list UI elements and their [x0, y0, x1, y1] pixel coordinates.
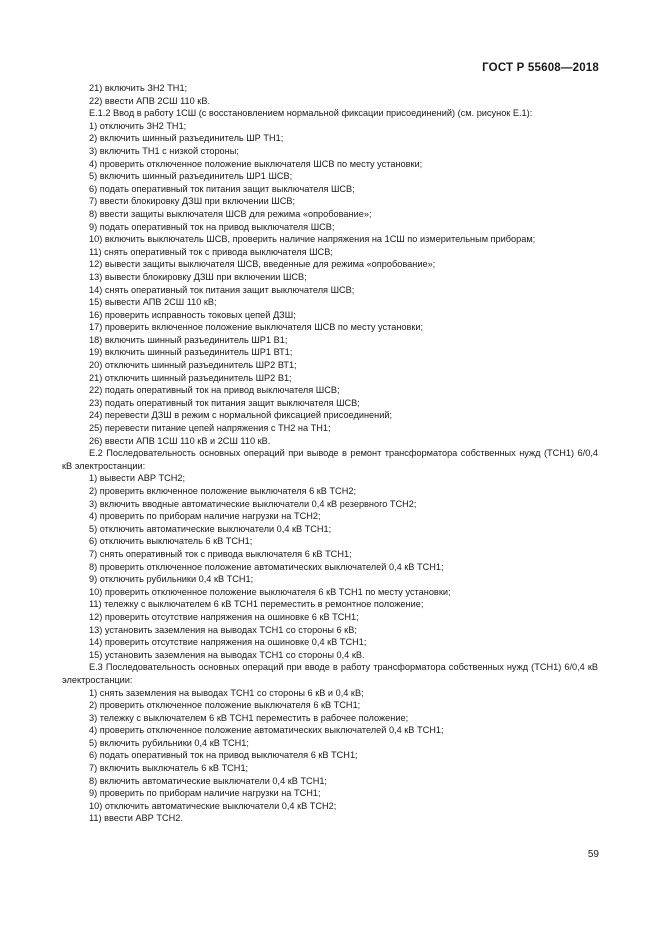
list-item: 10) отключить автоматические выключатели 0,4 кВ ТСН2;	[89, 800, 337, 811]
list-item: 6) отключить выключатель 6 кВ ТСН1;	[89, 536, 253, 547]
list-item: 13) вывести блокировку ДЗШ при включении ШСВ;	[89, 271, 307, 282]
list-item: 3) включить вводные автоматические выключатели 0,4 кВ резервного ТСН2;	[89, 498, 417, 509]
list-item: 22) подать оперативный ток на привод выключателя ШСВ;	[89, 385, 340, 396]
document-body	[62, 82, 598, 825]
list-item: 7) включить выключатель 6 кВ ТСН1;	[89, 763, 249, 774]
list-item: 1) вывести АВР ТСН2;	[89, 473, 186, 484]
list-item: 19) включить шинный разъединитель ШР1 ВТ1;	[89, 347, 293, 358]
list-item: 10) включить выключатель ШСВ, проверить наличие напряжения на 1СШ по измерительным приборам;	[89, 234, 536, 245]
list-item: 15) установить заземления на выводах ТСН1 со стороны 0,4 кВ.	[89, 649, 365, 660]
list-item: 9) отключить рубильники 0,4 кВ ТСН1;	[89, 574, 254, 585]
section-e2-heading: Е.2 Последовательность основных операций при выводе в ремонт трансформатора собственных нужд (ТСН1) 6/0,4 кВ электростанции:	[62, 448, 598, 471]
list-item: 6) подать оперативный ток на привод выключателя 6 кВ ТСН1;	[89, 750, 358, 761]
list-item: 23) подать оперативный ток питания защит выключателя ШСВ;	[89, 397, 360, 408]
list-item: 5) включить рубильники 0,4 кВ ТСН1;	[89, 737, 249, 748]
list-item: 9) проверить по приборам наличие нагрузки на ТСН1;	[89, 788, 321, 799]
list-item: 17) проверить включенное положение выключателя ШСВ по месту установки;	[89, 322, 424, 333]
list-item: 1) снять заземления на выводах ТСН1 со стороны 6 кВ и 0,4 кВ;	[89, 687, 364, 698]
list-item: 5) отключить автоматические выключатели 0,4 кВ ТСН1;	[89, 523, 332, 534]
list-item: 2) проверить отключенное положение выключателя 6 кВ ТСН1;	[89, 700, 361, 711]
list-item: 15) вывести АПВ 2СШ 110 кВ;	[89, 297, 217, 308]
list-item: 21) отключить шинный разъединитель ШР2 В1;	[89, 372, 292, 383]
section-e2-steps	[62, 472, 598, 661]
list-item: 10) проверить отключенное положение выключателя 6 кВ ТСН1 по месту установки;	[89, 586, 451, 597]
list-item: 12) проверить отсутствие напряжения на ошиновке 6 кВ ТСН1;	[89, 611, 359, 622]
list-item: 4) проверить отключенное положение выключателя ШСВ по месту установки;	[89, 158, 423, 169]
list-item: 8) включить автоматические выключатели 0,4 кВ ТСН1;	[89, 775, 327, 786]
section-e12-steps	[62, 120, 598, 447]
list-item: 26) ввести АПВ 1СШ 110 кВ и 2СШ 110 кВ.	[89, 435, 271, 446]
list-item: 8) проверить отключенное положение автоматических выключателей 0,4 кВ ТСН1;	[89, 561, 444, 572]
section-e12-heading: Е.1.2 Ввод в работу 1СШ (с восстановлением нормальной фиксации присоединений) (см. рисунок Е.1):	[89, 108, 533, 119]
list-item: 12) вывести защиты выключателя ШСВ, введенные для режима «опробование»;	[89, 259, 436, 270]
list-item: 16) проверить исправность токовых цепей ДЗШ;	[89, 309, 296, 320]
section-e3-heading: Е.3 Последовательность основных операций при вводе в работу трансформатора собственных нужд (ТСН1) 6/0,4 кВ электростанции:	[62, 662, 598, 685]
list-item: 13) установить заземления на выводах ТСН1 со стороны 6 кВ;	[89, 624, 357, 635]
list-item: 18) включить шинный разъединитель ШР1 В1;	[89, 334, 288, 345]
list-item: 7) снять оперативный ток с привода выключателя 6 кВ ТСН1;	[89, 548, 352, 559]
list-item: 3) включить ТН1 с низкой стороны;	[89, 145, 239, 156]
page-number: 59	[587, 849, 599, 860]
list-item: 6) подать оперативный ток питания защит выключателя ШСВ;	[89, 183, 355, 194]
list-item: 4) проверить по приборам наличие нагрузки на ТСН2;	[89, 511, 321, 522]
list-item: 20) отключить шинный разъединитель ШР2 ВТ1;	[89, 360, 297, 371]
list-item: 24) перевести ДЗШ в режим с нормальной фиксацией присоединений;	[89, 410, 393, 421]
list-item: 7) ввести блокировку ДЗШ при включении ШСВ;	[89, 196, 296, 207]
list-item: 8) ввести защиты выключателя ШСВ для режима «опробование»;	[89, 208, 372, 219]
section-e3-steps	[62, 687, 598, 826]
list-item: 11) тележку с выключателем 6 кВ ТСН1 переместить в ремонтное положение;	[89, 599, 424, 610]
list-item: 11) снять оперативный ток с привода выключателя ШСВ;	[89, 246, 333, 257]
list-item: 2) включить шинный разъединитель ШР ТН1;	[89, 133, 284, 144]
document-code-header: ГОСТ Р 55608—2018	[482, 62, 599, 74]
continued-steps-list	[62, 82, 598, 107]
list-item: 25) перевести питание цепей напряжения с ТН2 на ТН1;	[89, 423, 331, 434]
list-item: 11) ввести АВР ТСН2.	[89, 813, 183, 824]
list-item: 14) снять оперативный ток питания защит выключателя ШСВ;	[89, 284, 355, 295]
list-item: 3) тележку с выключателем 6 кВ ТСН1 переместить в рабочее положение;	[89, 712, 409, 723]
list-item: 14) проверить отсутствие напряжения на ошиновке 0,4 кВ ТСН1;	[89, 637, 367, 648]
list-item: 2) проверить включенное положение выключателя 6 кВ ТСН2;	[89, 486, 356, 496]
list-item: 22) ввести АПВ 2СШ 110 кВ.	[89, 95, 211, 106]
list-item: 21) включить ЗН2 ТН1;	[89, 83, 188, 93]
list-item: 9) подать оперативный ток на привод выключателя ШСВ;	[89, 221, 335, 232]
list-item: 1) отключить ЗН2 ТН1;	[89, 120, 187, 131]
list-item: 4) проверить отключенное положение автоматических выключателей 0,4 кВ ТСН1;	[89, 725, 444, 736]
list-item: 5) включить шинный разъединитель ШР1 ШСВ;	[89, 171, 293, 182]
